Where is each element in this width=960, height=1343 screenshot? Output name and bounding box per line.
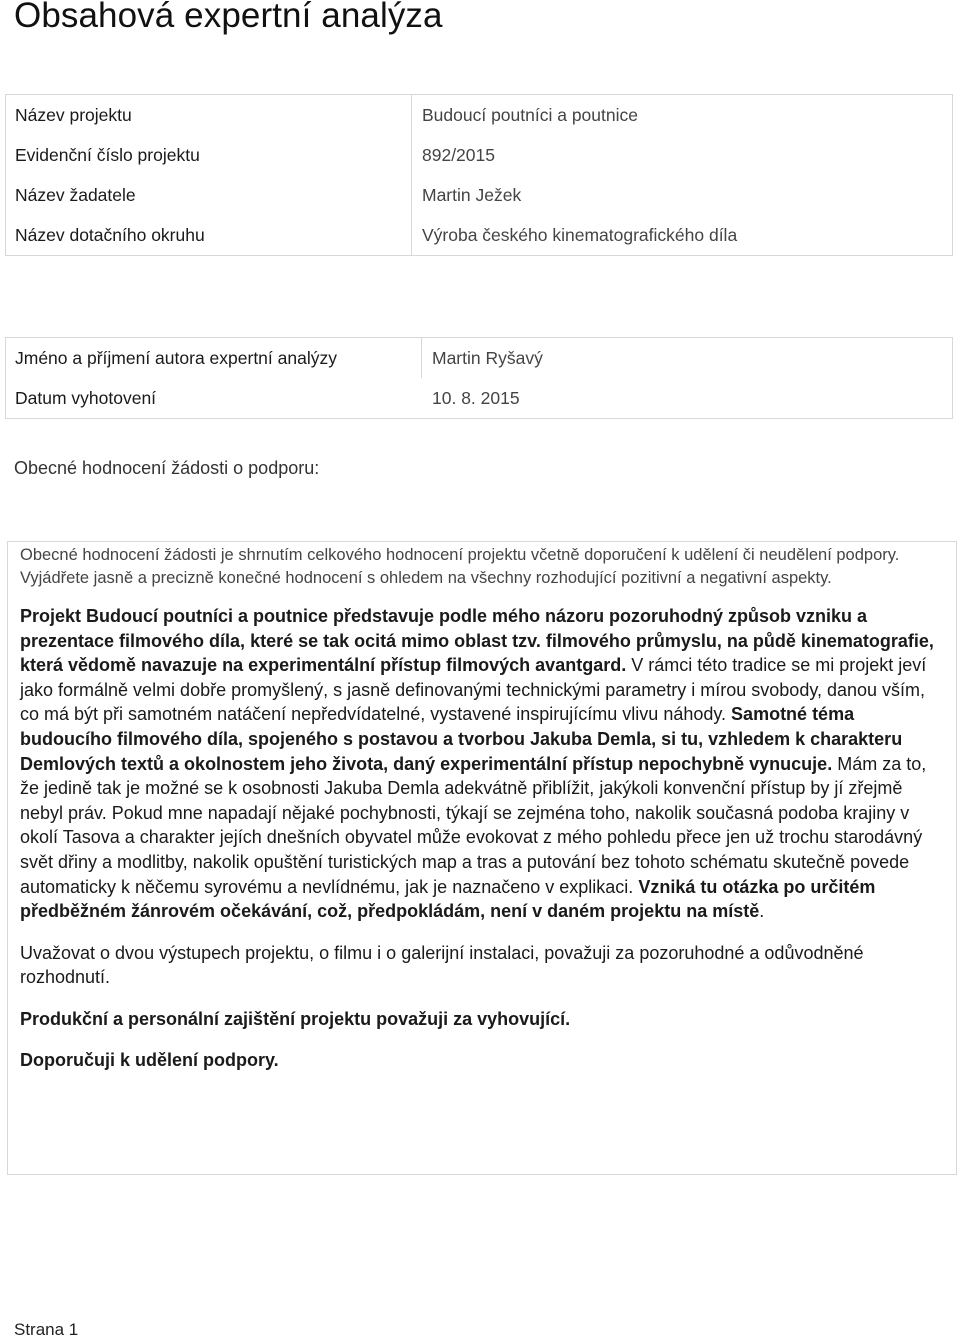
author-name-value: Martin Ryšavý — [421, 338, 952, 378]
date-label: Datum vyhotovení — [15, 388, 157, 408]
page-number: Strana 1 — [14, 1320, 79, 1339]
evaluation-paragraph-1 — [20, 604, 944, 924]
project-info-table — [5, 94, 953, 256]
table-row — [6, 135, 952, 175]
applicant-name-label: Název žadatele — [15, 185, 136, 205]
evaluation-paragraph-4: Doporučuji k udělení podpory. — [20, 1049, 279, 1070]
author-info-table — [5, 337, 953, 419]
table-row — [6, 378, 952, 418]
table-row — [6, 95, 952, 135]
paragraph-1-sentence-4: Mám za to, že jedině tak je možné se k osobnosti Jakuba Demla adekvátně přiblížit, jakýkoli konvenční přístup by jí zřejmě nebyl práv. Pokud mne napadají nějaké pochybnosti, týkají se zejména toho, nakolik současná podoba krajiny v okolí Tasova a charakter jejích dnešních obyvatel může evokovat z mého pohledu přece jen už trochu starodávný svět dřiny a modlitby, nakolik opuštění turistických map a tras a putování bez tohoto schématu skutečně povede automaticky k něčemu syrovému a nevlídnému, jak je naznačeno v explikaci. — [20, 753, 927, 897]
table-row — [6, 175, 952, 215]
date-value: 10. 8. 2015 — [432, 388, 520, 408]
paragraph-1-sentence-3: Samotné téma budoucího filmového díla, spojeného s postavou a tvorbou Jakuba Demla, si tu, vzhledem k charakteru Demlových textů a okolnostem jeho života, daný experimentální přístup nepochybně vynucuje. — [20, 704, 903, 774]
paragraph-1-sentence-5: Vzniká tu otázka po určitém předběžném žánrovém očekávání, což, předpokládám, není v daném projektu na místě — [20, 876, 876, 922]
registration-number-value: 892/2015 — [411, 135, 952, 175]
project-name-value: Budoucí poutníci a poutnice — [411, 95, 952, 135]
grant-area-value: Výroba českého kinematografického díla — [411, 215, 952, 255]
evaluation-box — [7, 541, 957, 1175]
paragraph-1-sentence-2: V rámci této tradice se mi projekt jeví jako formálně velmi dobře promyšlený, s jasně definovanými technickými parametry i mírou svobody, danou vším, co má být při samotném natáčení nepředvídatelné, vystavené inspirujícímu vlivu náhody. — [20, 655, 927, 725]
evaluation-paragraph-2: Uvažovat o dvou výstupech projektu, o filmu i o galerijní instalaci, považuji za pozoruhodné a odůvodněné rozhodnutí. — [20, 942, 864, 988]
paragraph-1-sentence-1: Projekt Budoucí poutníci a poutnice představuje podle mého názoru pozoruhodný způsob vzniku a prezentace filmového díla, které se tak ocitá mimo oblast tzv. filmového průmyslu, na půdě kinematografie, která vědomě navazuje na experimentální přístup filmových avantgard. — [20, 606, 934, 676]
applicant-name-value: Martin Ježek — [411, 175, 952, 215]
table-row — [6, 338, 952, 378]
evaluation-paragraph-3: Produkční a personální zajištění projektu považuji za vyhovující. — [20, 1008, 571, 1029]
table-row — [6, 215, 952, 255]
registration-number-label: Evidenční číslo projektu — [15, 145, 200, 165]
grant-area-label: Název dotačního okruhu — [15, 225, 205, 245]
project-name-label: Název projektu — [15, 105, 132, 125]
page-title: Obsahová expertní analýza — [14, 0, 443, 35]
evaluation-heading: Obecné hodnocení žádosti o podporu: — [14, 458, 320, 478]
paragraph-1-sentence-6: . — [759, 901, 765, 922]
evaluation-instructions: Obecné hodnocení žádosti je shrnutím celkového hodnocení projektu včetně doporučení k udělení či neudělení podpory. Vyjádřete jasně a precizně konečné hodnocení s ohledem na všechny rozhodující pozitivní a negativní aspekty. — [20, 546, 900, 587]
author-name-label: Jméno a příjmení autora expertní analýzy — [15, 348, 337, 368]
